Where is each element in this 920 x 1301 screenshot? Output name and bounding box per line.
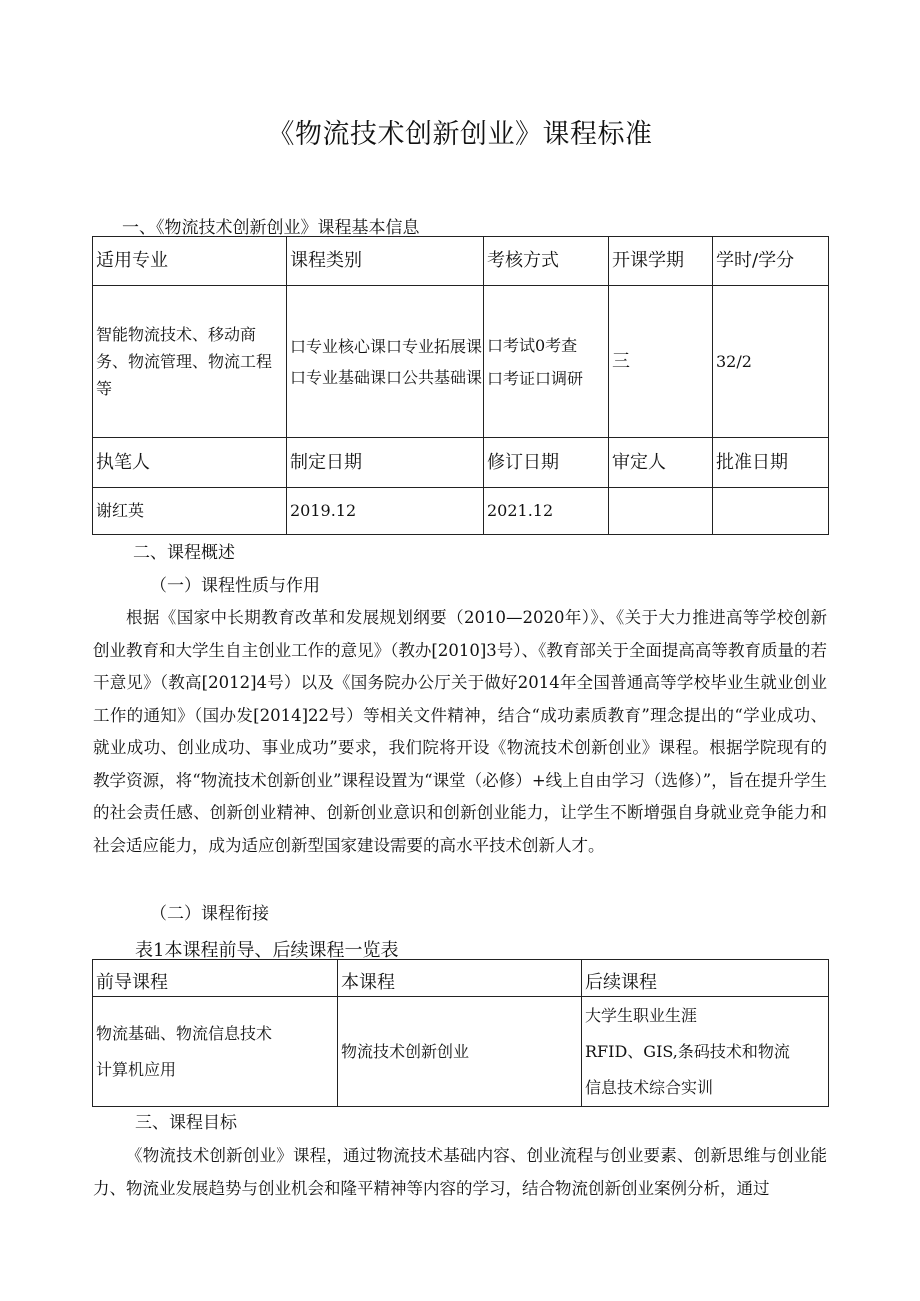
category-line-2: 口专业基础课口公共基础课 bbox=[290, 367, 483, 387]
header-cell-created-date: 制定日期 bbox=[287, 438, 484, 488]
header-cell-followup: 后续课程 bbox=[582, 960, 829, 997]
header-cell-category: 课程类别 bbox=[287, 237, 484, 286]
assessment-line-1: 口考试0考查 bbox=[487, 335, 578, 355]
header-cell-major: 适用专业 bbox=[93, 237, 287, 286]
cell-hours-credits: 32/2 bbox=[713, 286, 829, 438]
cell-applicable-majors bbox=[93, 286, 287, 438]
basic-info-data-row bbox=[93, 286, 829, 438]
basic-info-header-row bbox=[93, 237, 829, 286]
section2-sub2-heading: （二）课程衔接 bbox=[150, 904, 269, 924]
authoring-data-row bbox=[93, 488, 829, 535]
cell-created-date: 2019.12 bbox=[287, 488, 484, 535]
header-cell-revised-date: 修订日期 bbox=[484, 438, 609, 488]
cell-semester: 三 bbox=[609, 286, 713, 438]
followup-line-3: 信息技术综合实训 bbox=[585, 1077, 714, 1097]
section2-heading: 二、课程概述 bbox=[133, 543, 235, 563]
category-line-1: 口专业核心课口专业拓展课 bbox=[290, 336, 483, 356]
table-caption: 表1本课程前导、后续课程一览表 bbox=[135, 940, 399, 961]
followup-line-1: 大学生职业生涯 bbox=[585, 1005, 698, 1025]
header-cell-assessment: 考核方式 bbox=[484, 237, 609, 286]
header-cell-current-course: 本课程 bbox=[338, 960, 582, 997]
course-nature-paragraph: 根据《国家中长期教育改革和发展规划纲要（2010—2020年）》、《关于大力推进高等学校创新创业教育和大学生自主创业工作的意见》（教办[2010]3号）、《教育部关于全面提高高等教育质量的若干意见》（教高[2012]4号）以及《国务院办公厅关于做好2014年全国普通高等学校毕业生就业创业工作的通知》（国办发[2014]22号）等相关文件精神，结合“成功素质教育”理念提出的“学业成功、就业成功、创业成功、事业成功”要求，我们院将开设《物流技术创新创业》课程。根据学院现有的教学资源，将“物流技术创新创业”课程设置为“课堂（必修）+线上自由学习（选修）”，旨在提升学生的社会责任感、创新创业精神、创新创业意识和创新创业能力，让学生不断增强自身就业竞争能力和社会适应能力，成为适应创新型国家建设需要的高水平技术创新人才。 bbox=[93, 608, 827, 855]
cell-approved-date bbox=[713, 488, 829, 535]
cell-assessment-method bbox=[484, 286, 609, 438]
section1-heading: 一、《物流技术创新创业》课程基本信息 bbox=[122, 218, 420, 238]
cell-prerequisite-courses bbox=[93, 997, 338, 1107]
header-cell-semester: 开课学期 bbox=[609, 237, 713, 286]
header-cell-hours-credits: 学时/学分 bbox=[713, 237, 829, 286]
cell-current-course: 物流技术创新创业 bbox=[338, 997, 582, 1107]
course-objective-paragraph: 《物流技术创新创业》课程，通过物流技术基础内容、创业流程与创业要素、创新思维与创业能力、物流业发展趋势与创业机会和隆平精神等内容的学习，结合物流创新创业案例分析，通过 bbox=[93, 1146, 827, 1198]
cell-course-category bbox=[287, 286, 484, 438]
header-cell-prerequisite: 前导课程 bbox=[93, 960, 338, 997]
header-cell-reviewer: 审定人 bbox=[609, 438, 713, 488]
section3-heading: 三、课程目标 bbox=[135, 1113, 237, 1133]
prereq-line-2: 计算机应用 bbox=[96, 1059, 177, 1079]
authoring-header-row bbox=[93, 438, 829, 488]
course-sequence-header-row bbox=[93, 960, 829, 997]
prereq-line-1: 物流基础、物流信息技术 bbox=[96, 1023, 273, 1043]
followup-line-2: RFID、GIS,条码技术和物流 bbox=[585, 1041, 790, 1061]
course-sequence-table bbox=[92, 959, 829, 1107]
cell-revised-date: 2021.12 bbox=[484, 488, 609, 535]
header-cell-author: 执笔人 bbox=[93, 438, 287, 488]
cell-author: 谢红英 bbox=[93, 488, 287, 535]
basic-info-table bbox=[92, 236, 829, 535]
page-title: 《物流技术创新创业》课程标准 bbox=[267, 119, 653, 150]
majors-text: 智能物流技术、移动商务、物流管理、物流工程等 bbox=[96, 325, 273, 398]
cell-reviewer bbox=[609, 488, 713, 535]
section2-sub1-heading: （一）课程性质与作用 bbox=[150, 576, 320, 596]
assessment-line-2: 口考证口调研 bbox=[487, 368, 584, 388]
course-sequence-data-row bbox=[93, 997, 829, 1107]
header-cell-approved-date: 批准日期 bbox=[713, 438, 829, 488]
cell-followup-courses bbox=[582, 997, 829, 1107]
